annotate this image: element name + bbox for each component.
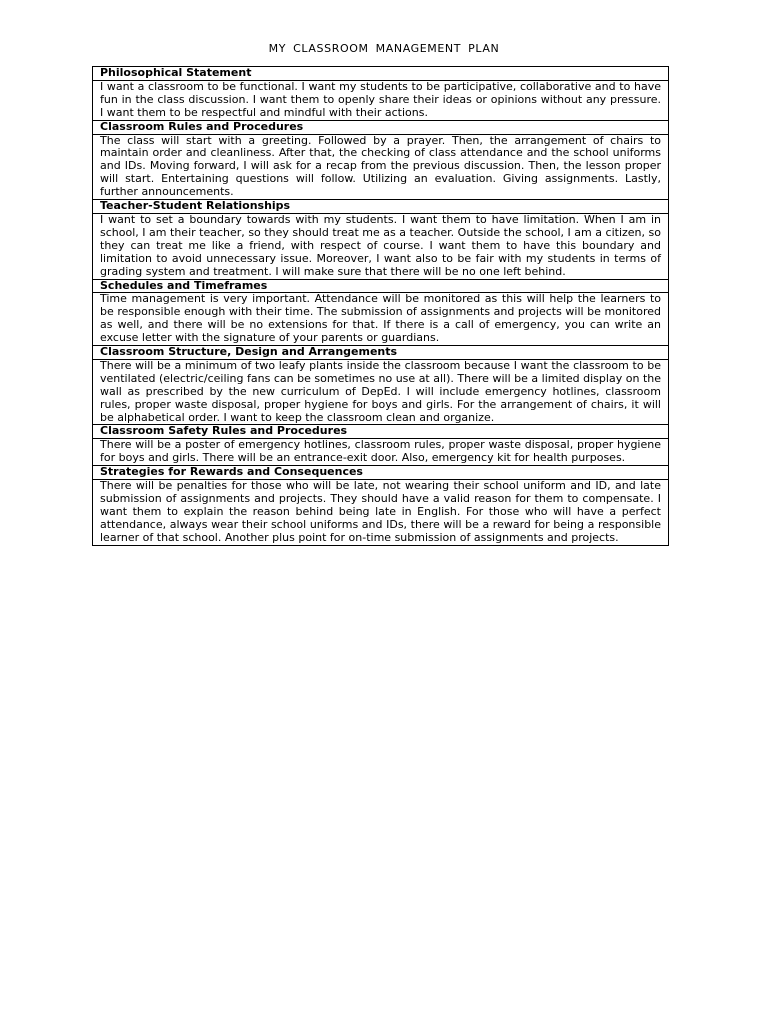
- page-title: MY CLASSROOM MANAGEMENT PLAN: [268, 42, 500, 55]
- section-body-row: [93, 213, 669, 279]
- section-body-row: [93, 359, 669, 425]
- section-heading-row: [93, 346, 669, 360]
- section-body-philosophical-statement: I want a classroom to be functional. I want my students to be participative, collaborative and to have fun in the class discussion. I want them to openly share their ideas or opinions without any pressure. I want them to be respectful and mindful with their actions.: [93, 80, 669, 120]
- section-heading-classroom-structure: Classroom Structure, Design and Arrangements: [93, 346, 669, 360]
- section-heading-row: [93, 200, 669, 214]
- section-body-row: [93, 439, 669, 466]
- section-heading-schedules-timeframes: Schedules and Timeframes: [93, 279, 669, 293]
- section-body-rewards-consequences: There will be penalties for those who will be late, not wearing their school uniform and ID, and late submission of assignments and projects. They should have a valid reason for them to compensate. I want them to explain the reason behind being late in English. For those who will have a perfect attendance, always wear their school uniforms and IDs, there will be a reward for being a responsible learner of that school. Another plus point for on-time submission of assignments and projects.: [93, 480, 669, 546]
- section-heading-rewards-consequences: Strategies for Rewards and Consequences: [93, 466, 669, 480]
- section-heading-row: [93, 120, 669, 134]
- section-body-row: [93, 80, 669, 120]
- section-body-classroom-rules: The class will start with a greeting. Followed by a prayer. Then, the arrangement of chairs to maintain order and cleanliness. After that, the checking of class attendance and the school uniforms and IDs. Moving forward, I will ask for a recap from the previous discussion. Then, the lesson proper will start. Entertaining questions will follow. Utilizing an evaluation. Giving assignments. Lastly, further announcements.: [93, 134, 669, 200]
- section-heading-row: [93, 67, 669, 81]
- section-body-row: [93, 134, 669, 200]
- section-heading-row: [93, 279, 669, 293]
- section-body-safety-rules: There will be a poster of emergency hotlines, classroom rules, proper waste disposal, proper hygiene for boys and girls. There will be an entrance-exit door. Also, emergency kit for health purposes.: [93, 439, 669, 466]
- section-heading-teacher-student-relationships: Teacher-Student Relationships: [93, 200, 669, 214]
- management-plan-table: [92, 66, 669, 546]
- section-body-row: [93, 293, 669, 346]
- section-heading-philosophical-statement: Philosophical Statement: [93, 67, 669, 81]
- section-heading-row: [93, 425, 669, 439]
- section-heading-safety-rules: Classroom Safety Rules and Procedures: [93, 425, 669, 439]
- section-body-teacher-student-relationships: I want to set a boundary towards with my students. I want them to have limitation. When I am in school, I am their teacher, so they should treat me as a teacher. Outside the school, I am a citizen, so they can treat me like a friend, with respect of course. I want them to have this boundary and limitation to avoid unnecessary issue. Moreover, I want also to be fair with my students in terms of grading system and treatment. I will make sure that there will be no one left behind.: [93, 213, 669, 279]
- section-body-schedules-timeframes: Time management is very important. Attendance will be monitored as this will help the learners to be responsible enough with their time. The submission of assignments and projects will be monitored as well, and there will be no extensions for that. If there is a call of emergency, you can write an excuse letter with the signature of your parents or guardians.: [93, 293, 669, 346]
- section-body-classroom-structure: There will be a minimum of two leafy plants inside the classroom because I want the classroom to be ventilated (electric/ceiling fans can be sometimes no use at all). There will be a limited display on the wall as prescribed by the new curriculum of DepEd. I will include emergency hotlines, classroom rules, proper waste disposal, proper hygiene for boys and girls. For the arrangement of chairs, it will be alphabetical order. I want to keep the classroom clean and organize.: [93, 359, 669, 425]
- section-body-row: [93, 480, 669, 546]
- section-heading-row: [93, 466, 669, 480]
- section-heading-classroom-rules: Classroom Rules and Procedures: [93, 120, 669, 134]
